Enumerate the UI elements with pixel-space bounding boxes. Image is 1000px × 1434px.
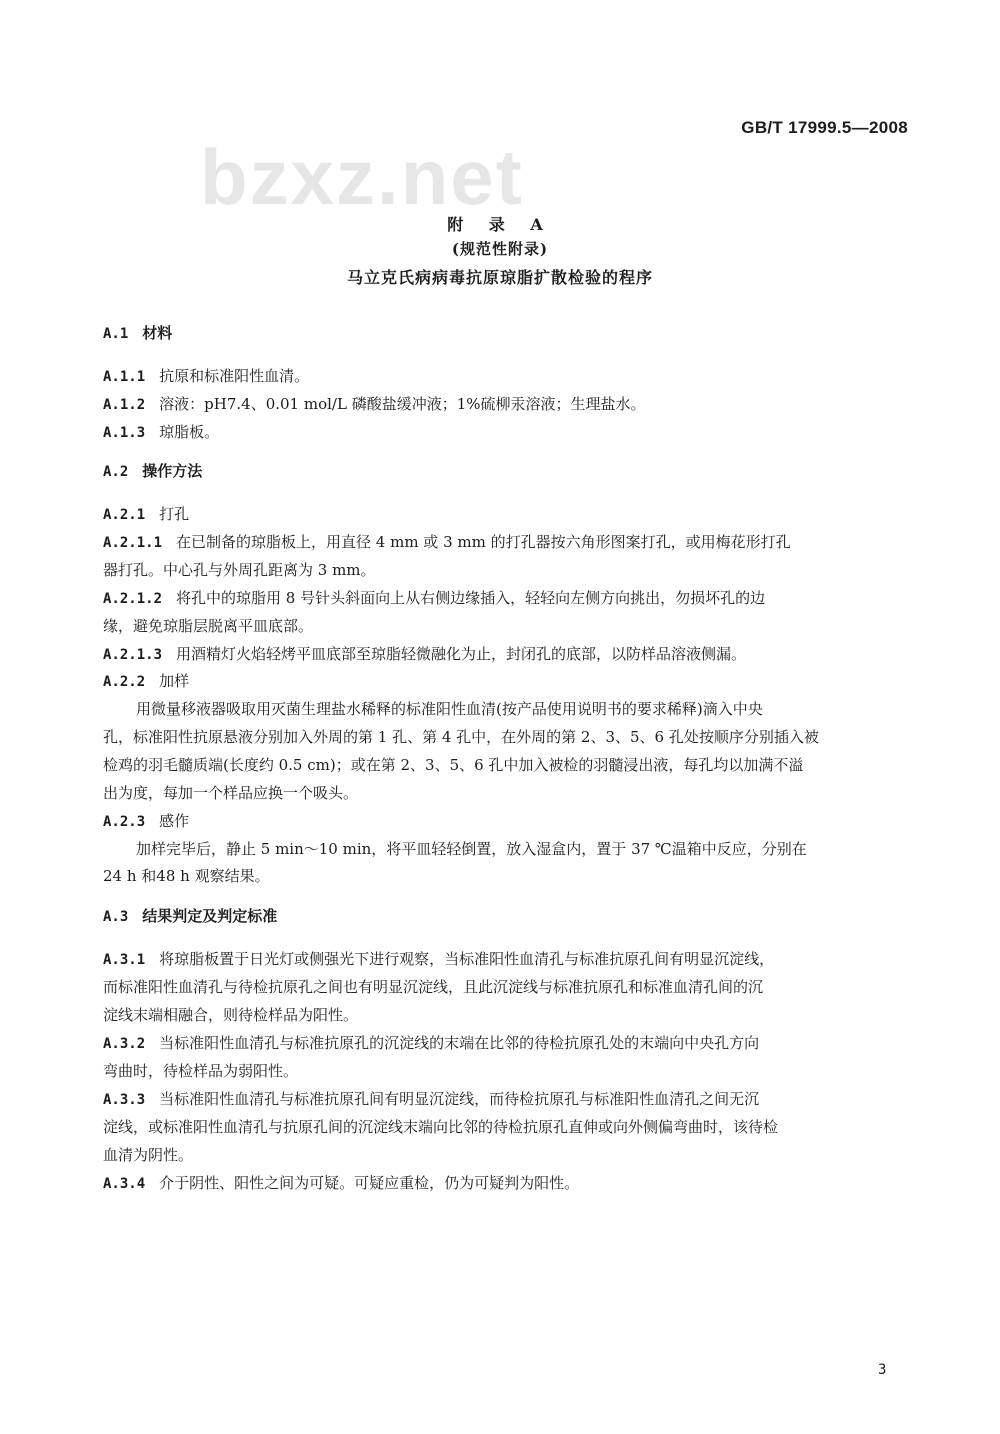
paragraph-line: 出为度，每加一个样品应换一个吸头。 [103, 784, 359, 802]
section-heading: A.1 材料 [103, 324, 173, 342]
clause-continuation: 弯曲时，待检样品为弱阳性。 [103, 1062, 299, 1080]
clause: A.2.1.1 在已制备的琼脂板上，用直径 4 mm 或 3 mm 的打孔器按六角形图案打孔，或用梅花形打孔 [103, 533, 791, 551]
annex-type: (规范性附录) [451, 240, 549, 258]
clause: A.3.4 介于阴性、阳性之间为可疑。可疑应重检，仍为可疑判为阳性。 [103, 1174, 580, 1192]
paragraph-line: 24 h 和48 h 观察结果。 [103, 867, 270, 885]
paragraph-line: 检鸡的羽毛髓质端(长度约 0.5 cm)；或在第 2、3、5、6 孔中加入被检的羽髓浸出液，每孔均以加满不溢 [103, 756, 804, 774]
clause: A.2.1 打孔 [103, 505, 190, 523]
standard-code: GB/T 17999.5—2008 [741, 118, 908, 137]
clause-continuation: 而标准阳性血清孔与待检抗原孔之间也有明显沉淀线，且此沉淀线与标准抗原孔和标准血清孔间的沉 [103, 978, 764, 996]
watermark: bzxz.net [200, 133, 524, 221]
clause-continuation: 血清为阴性。 [103, 1146, 194, 1164]
clause: A.2.1.2 将孔中的琼脂用 8 号针头斜面向上从右侧边缘插入，轻轻向左侧方向挑出，勿损坏孔的边 [103, 589, 766, 607]
clause: A.2.2 加样 [103, 672, 190, 690]
clause: A.2.3 感作 [103, 812, 190, 830]
clause: A.1.1 抗原和标准阳性血清。 [103, 367, 310, 385]
paragraph-line: 孔，标准阳性抗原悬液分别加入外周的第 1 孔、第 4 孔中，在外周的第 2、3、5、6 孔处按顺序分别插入被 [103, 728, 819, 746]
clause: A.3.3 当标准阳性血清孔与标准抗原孔间有明显沉淀线，而待检抗原孔与标准阳性血清孔之间无沉 [103, 1090, 760, 1108]
clause: A.1.3 琼脂板。 [103, 423, 220, 441]
section-heading: A.3 结果判定及判定标准 [103, 907, 278, 925]
clause-continuation: 淀线，或标准阳性血清孔与抗原孔间的沉淀线末端向比邻的待检抗原孔直伸或向外侧偏弯曲时，该待检 [103, 1118, 779, 1136]
annex-title: 附 录 A [447, 215, 553, 234]
section-heading: A.2 操作方法 [103, 462, 203, 480]
clause-continuation: 缘，避免琼脂层脱离平皿底部。 [103, 617, 314, 635]
clause: A.2.1.3 用酒精灯火焰轻烤平皿底部至琼脂轻微融化为止，封闭孔的底部，以防样品溶液侧漏。 [103, 645, 747, 663]
clause: A.3.2 当标准阳性血清孔与标准抗原孔的沉淀线的末端在比邻的待检抗原孔处的末端向中央孔方向 [103, 1034, 760, 1052]
clause-continuation: 淀线末端相融合，则待检样品为阳性。 [103, 1006, 359, 1024]
paragraph-line: 用微量移液器吸取用灭菌生理盐水稀释的标准阳性血清(按产品使用说明书的要求稀释)滴入中央 [136, 700, 763, 718]
page-number: 3 [878, 1362, 887, 1378]
clause-continuation: 器打孔。中心孔与外周孔距离为 3 mm。 [103, 561, 376, 579]
paragraph-line: 加样完毕后，静止 5 min～10 min，将平皿轻轻倒置，放入湿盒内，置于 37 ℃温箱中反应，分别在 [136, 840, 807, 858]
annex-name: 马立克氏病病毒抗原琼脂扩散检验的程序 [346, 268, 653, 287]
clause: A.3.1 将琼脂板置于日光灯或侧强光下进行观察，当标准阳性血清孔与标准抗原孔间有明显沉淀线， [103, 950, 775, 968]
clause: A.1.2 溶液：pH7.4、0.01 mol/L 磷酸盐缓冲液；1%硫柳汞溶液；生理盐水。 [103, 395, 646, 413]
